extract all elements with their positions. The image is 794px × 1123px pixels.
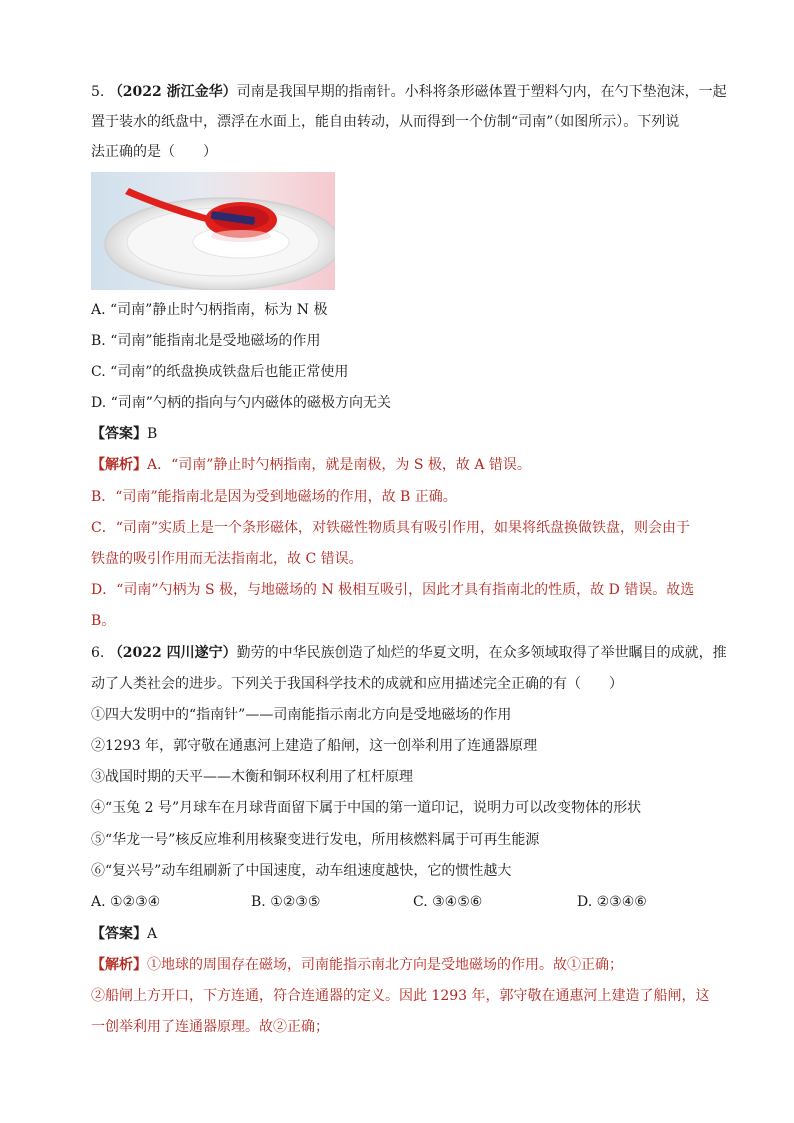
q5-option-d: D. “司南”勺柄的指向与勺内磁体的磁极方向无关 (91, 395, 391, 411)
q5-stem-text-1: 司南是我国早期的指南针。小科将条形磁体置于塑料勺内，在勺下垫泡沫，一起 (236, 84, 727, 100)
q6-stem-line-2: 动了人类社会的进步。下列关于我国科学技术的成就和应用描述完全正确的有（ ） (91, 676, 623, 692)
q6-number: 6. (91, 645, 109, 661)
q5-stem-line-2: 置于装水的纸盘中，漂浮在水面上，能自由转动，从而得到一个仿制“司南”（如图所示）。下列说 (91, 114, 680, 130)
q5-analysis-line-1 (91, 455, 703, 475)
q5-option-b: B. “司南”能指南北是受地磁场的作用 (91, 333, 321, 349)
q5-analysis-label: 【解析】 (91, 457, 147, 473)
q6-choice-a: A. ①②③④ (91, 894, 161, 910)
q6-choice-b: B. ①②③⑤ (251, 894, 321, 910)
q6-source: （2022 四川遂宁） (108, 645, 237, 661)
q6-item-4: ④“玉兔 2 号”月球车在月球背面留下属于中国的第一道印记，说明力可以改变物体的形状 (91, 800, 642, 816)
q6-choices (91, 892, 711, 912)
q6-item-2: ②1293 年，郭守敬在通惠河上建造了船闸，这一创举利用了连通器原理 (91, 738, 538, 754)
q6-item-1: ①四大发明中的“指南针”——司南能指示南北方向是受地磁场的作用 (91, 707, 512, 723)
q6-analysis-label: 【解析】 (91, 957, 147, 973)
q5-analysis-text-1: A．“司南”静止时勺柄指南，就是南极，为 S 极，故 A 错误。 (147, 457, 531, 473)
q6-choice-d: D. ②③④⑥ (577, 894, 647, 910)
q5-analysis-line-4: 铁盘的吸引作用而无法指南北，故 C 错误。 (91, 551, 363, 567)
q5-option-a: A. “司南”静止时勺柄指南，标为 N 极 (91, 302, 328, 318)
q5-option-c: C. “司南”的纸盘换成铁盘后也能正常使用 (91, 364, 349, 380)
q6-item-5: ⑤“华龙一号”核反应堆利用核聚变进行发电，所用核燃料属于可再生能源 (91, 832, 540, 848)
q5-analysis-line-5: D．“司南”勺柄为 S 极，与地磁场的 N 极相互吸引，因此才具有指南北的性质，故 D 错误。故选 (91, 582, 695, 598)
q6-answer-label: 【答案】 (91, 926, 147, 942)
q5-analysis-line-3: C．“司南”实质上是一个条形磁体，对铁磁性物质具有吸引作用，如果将纸盘换做铁盘，则会由于 (91, 520, 691, 536)
q6-item-6: ⑥“复兴号”动车组刷新了中国速度，动车组速度越快，它的惯性越大 (91, 863, 512, 879)
q5-number: 5. (91, 84, 109, 100)
q6-analysis-line-2: ②船闸上方开口，下方连通，符合连通器的定义。因此 1293 年，郭守敬在通惠河上建造了船闸，这 (91, 988, 710, 1004)
q5-answer (91, 424, 703, 444)
q6-choice-c: C. ③④⑤⑥ (413, 894, 483, 910)
q6-analysis-text-1: ①地球的周围存在磁场，司南能指示南北方向是受地磁场的作用。故①正确； (147, 957, 623, 973)
q5-stem-line-3: 法正确的是（ ） (91, 144, 217, 160)
q6-stem-line-1 (91, 643, 727, 663)
q5-analysis-line-6: B。 (91, 613, 116, 629)
q6-item-3: ③战国时期的天平——木衡和铜环权利用了杠杆原理 (91, 769, 413, 785)
sinan-spoon-photo (91, 172, 335, 290)
q6-answer-value: A (147, 926, 158, 942)
q6-stem-text-1: 勤劳的中华民族创造了灿烂的华夏文明，在众多领域取得了举世瞩目的成就，推 (236, 645, 727, 661)
q6-analysis-line-3: 一创举利用了连通器原理。故②正确； (91, 1019, 329, 1035)
q5-source: （2022 浙江金华） (108, 84, 237, 100)
sinan-spoon-illustration (91, 172, 335, 290)
q5-stem-line-1 (91, 82, 727, 102)
q5-answer-label: 【答案】 (91, 426, 147, 442)
q5-answer-value: B (147, 426, 158, 442)
q6-analysis-line-1 (91, 955, 703, 975)
q5-analysis-line-2: B．“司南”能指南北是因为受到地磁场的作用，故 B 正确。 (91, 489, 457, 505)
q6-answer (91, 924, 703, 944)
